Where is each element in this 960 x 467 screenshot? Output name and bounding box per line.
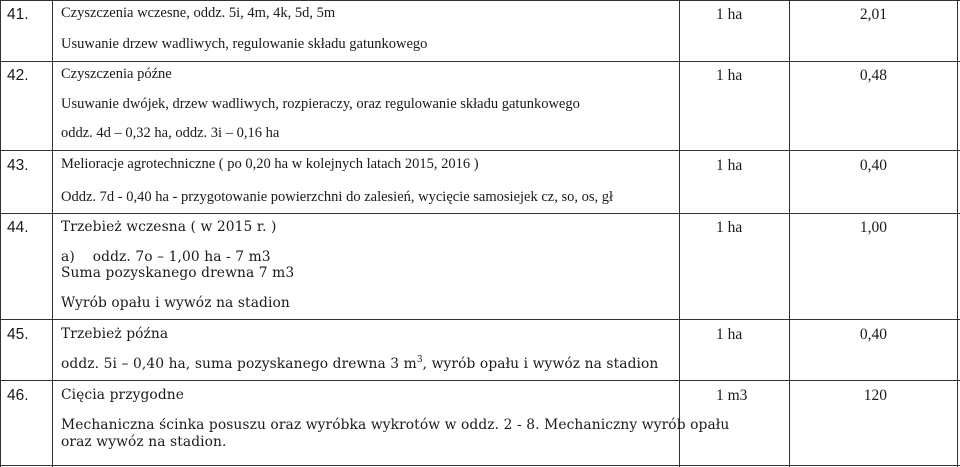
row-divider — [0, 319, 960, 320]
row-detail: Usuwanie dwójek, drzew wadliwych, rozpieraczy, oraz regulowanie składu gatunkowego — [61, 96, 580, 112]
row-unit: 1 ha — [716, 219, 743, 236]
row-divider — [0, 465, 960, 466]
row-unit: 1 ha — [716, 67, 743, 84]
row-detail: Mechaniczna ścinka posuszu oraz wyróbka wykrotów w oddz. 2 - 8. Mechaniczny wyrób opału — [61, 417, 730, 433]
row-title: Trzebież późna — [61, 326, 169, 342]
row-value: 120 — [863, 387, 887, 404]
row-number: 41. — [7, 6, 29, 23]
row-unit: 1 ha — [716, 6, 743, 23]
row-value: 1,00 — [859, 219, 887, 236]
row-value: 0,40 — [859, 157, 887, 174]
row-detail: Usuwanie drzew wadliwych, regulowanie składu gatunkowego — [61, 36, 428, 52]
row-number: 46. — [7, 387, 29, 404]
row-unit: 1 m3 — [716, 387, 748, 404]
row-detail: Suma pozyskanego drewna 7 m3 — [61, 265, 295, 281]
row-detail: oraz wywóz na stadion. — [61, 434, 227, 450]
row-detail — [61, 356, 658, 373]
row-title: Czyszczenia wczesne, oddz. 5i, 4m, 4k, 5d, 5m — [61, 5, 336, 21]
row-value: 0,40 — [859, 326, 887, 343]
row-value: 2,01 — [859, 6, 887, 23]
row-value: 0,48 — [859, 67, 887, 84]
row-detail: a) oddz. 7o – 1,00 ha - 7 m3 — [61, 249, 271, 265]
row-detail: oddz. 4d – 0,32 ha, oddz. 3i – 0,16 ha — [61, 125, 280, 141]
row-detail-text: , wyrób opału i wywóz na stadion — [422, 356, 659, 372]
row-number: 44. — [7, 219, 29, 236]
row-divider — [0, 0, 960, 1]
column-divider-number — [52, 0, 53, 467]
column-divider-unit — [679, 0, 680, 467]
row-unit: 1 ha — [716, 326, 743, 343]
row-divider — [0, 61, 960, 62]
row-title: Melioracje agrotechniczne ( po 0,20 ha w kolejnych latach 2015, 2016 ) — [61, 156, 479, 172]
row-detail-text: oddz. 5i – 0,40 ha, suma pozyskanego drewna 3 m — [61, 356, 417, 372]
table-border-right — [957, 0, 958, 467]
row-detail: Wyrób opału i wywóz na stadion — [61, 295, 290, 311]
row-unit: 1 ha — [716, 157, 743, 174]
row-divider — [0, 213, 960, 214]
column-divider-value — [789, 0, 790, 467]
superscript: 3 — [416, 355, 423, 365]
row-divider — [0, 380, 960, 381]
table-border-left — [0, 0, 1, 467]
row-title: Czyszczenia późne — [61, 66, 172, 82]
row-number: 45. — [7, 326, 29, 343]
row-detail: Oddz. 7d - 0,40 ha - przygotowanie powierzchni do zalesień, wycięcie samosiejek cz, so, os, gł — [61, 189, 614, 205]
row-number: 43. — [7, 157, 29, 174]
row-number: 42. — [7, 67, 29, 84]
row-divider — [0, 150, 960, 151]
row-title: Cięcia przygodne — [61, 387, 184, 403]
row-title: Trzebież wczesna ( w 2015 r. ) — [61, 219, 277, 235]
